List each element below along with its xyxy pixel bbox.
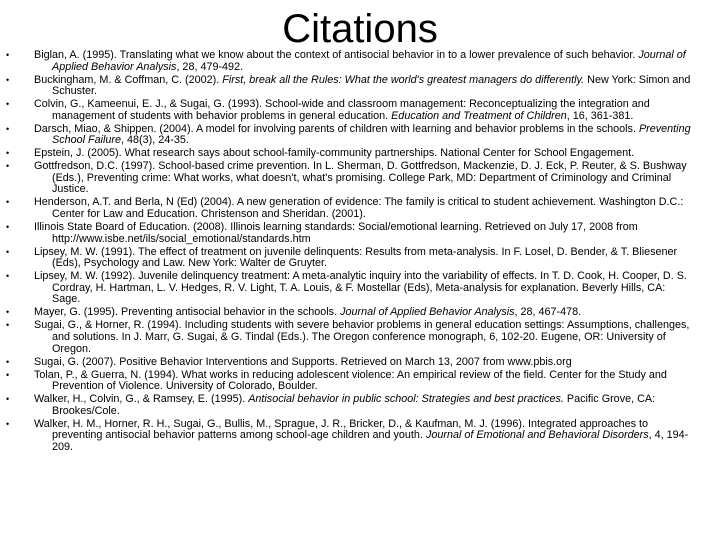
citation-text: Sugai, G. (2007). Positive Behavior Interventions and Supports. Retrieved on March 13, 2007 from www.pbis.org: [34, 355, 572, 368]
bullet-icon: •: [6, 222, 10, 233]
citation-item: [0, 307, 720, 319]
bullet-icon: •: [6, 356, 10, 367]
citation-text: Walker, H. M., Horner, R. H., Sugai, G., Bullis, M., Sprague, J. R., Bricker, D., & Kaufman, M. J. (1996). Integrated approaches to preventing antisocial behavior patterns among school-age children and youth.: [34, 417, 649, 442]
citation-text: Epstein, J. (2005). What research says about school-family-community partnerships. National Center for School Engagement.: [34, 147, 635, 160]
citation-text: Walker, H., Colvin, G., & Ramsey, E. (1995).: [34, 393, 249, 406]
citation-item: [0, 394, 720, 417]
citation-item: [0, 247, 720, 270]
citation-source-title: Journal of Applied Behavior Analysis: [52, 49, 686, 73]
citation-item: [0, 419, 720, 454]
citation-text: Illinois State Board of Education. (2008). Illinois learning standards: Social/emotional learning. Retrieved on July 17, 2008 from http://www.isbe.net/ils/social_emotional/standards.htm: [34, 221, 638, 245]
bullet-icon: •: [6, 123, 10, 134]
citation-source-title: First, break all the Rules: What the world's greatest managers do differently.: [222, 73, 585, 86]
citation-source-title: Journal of Applied Behavior Analysis: [340, 306, 515, 319]
bullet-icon: •: [6, 418, 10, 429]
citation-text: , 48(3), 24-35.: [121, 134, 189, 147]
citation-source-title: Journal of Emotional and Behavioral Disorders: [425, 429, 649, 442]
citation-text: Darsch, Miao, & Shippen. (2004). A model for involving parents of children with learning and behavior problems in the schools.: [34, 122, 639, 135]
citation-source-title: Antisocial behavior in public school: Strategies and best practices.: [248, 393, 564, 406]
citation-text: Colvin, G., Kameenui, E. J., & Sugai, G. (1993). School-wide and classroom management: Reconceptualizing the integration and management of students with behavior problems in general education.: [34, 98, 650, 122]
citation-item: [0, 370, 720, 393]
bullet-icon: •: [6, 271, 10, 282]
citation-item: [0, 357, 720, 369]
citation-item: [0, 197, 720, 220]
bullet-icon: •: [6, 197, 10, 208]
bullet-icon: •: [6, 320, 10, 331]
bullet-icon: •: [6, 99, 10, 110]
citation-text: , 28, 467-478.: [514, 306, 582, 319]
bullet-icon: •: [6, 307, 10, 318]
citation-text: Tolan, P., & Guerra, N. (1994). What works in reducing adolescent violence: An empirical review of the field. Center for the Study and Prevention of Violence. University of Colorado, Boulder.: [34, 368, 667, 393]
bullet-icon: •: [6, 369, 10, 380]
citation-source-title: Education and Treatment of Children: [391, 109, 567, 122]
citation-text: Lipsey, M. W. (1992). Juvenile delinquency treatment: A meta-analytic inquiry into the variability of effects. In T. D. Cook, H. Cooper, D. S. Cordray, H. Hartman, L. V. Hedges, R. V. Light, T. A. Louis, & F. Mostellar (Eds), Meta-analysis for explanation. Beverly Hills, CA: Sage.: [34, 270, 687, 306]
citation-text: Biglan, A. (1995). Translating what we know about the context of antisocial behavior in to a lower prevalence of such behavior.: [34, 49, 639, 61]
citation-text: Lipsey, M. W. (1991). The effect of treatment on juvenile delinquents: Results from meta-analysis. In F. Losel, D. Bender, & T. Bliesener (Eds), Psychology and Law. New York: Walter de Gruyter.: [34, 245, 678, 270]
citation-text: Gottfredson, D.C. (1997). School-based crime prevention. In L. Sherman, D. Gottfredson, Mackenzie, D. J. Eck, P. Reuter, & S. Bushway (Eds.), Preventing crime: What works, what doesn't, what's promising. College Park, MD: Department of Criminology and Criminal Justice.: [34, 160, 687, 196]
citation-item: [0, 320, 720, 355]
citation-text: Sugai, G., & Horner, R. (1994). Including students with severe behavior problems in general education settings: Assumptions, challenges, and solutions. In J. Marr, G. Sugai, & G. Tindal (Eds.). The Oregon conference monograph, 6, 102-20. Eugene, OR: University of Oregon.: [34, 319, 690, 355]
citation-text: New York: Simon and Schuster.: [52, 73, 691, 98]
bullet-icon: •: [6, 50, 10, 60]
citation-list: [0, 50, 720, 455]
citation-text: , 28, 479-492.: [176, 60, 244, 73]
citation-text: Mayer, G. (1995). Preventing antisocial behavior in the schools.: [34, 306, 341, 319]
citation-item: [0, 50, 720, 73]
citation-source-title: Preventing School Failure: [52, 122, 691, 147]
citation-item: [0, 75, 720, 98]
citation-item: [0, 222, 720, 245]
bullet-icon: •: [6, 74, 10, 85]
citation-text: Pacific Grove, CA: Brookes/Cole.: [52, 393, 656, 417]
page-title: Citations: [282, 7, 438, 51]
bullet-icon: •: [6, 161, 10, 172]
citation-item: [0, 148, 720, 160]
bullet-icon: •: [6, 394, 10, 405]
citation-text: Buckingham, M. & Coffman, C. (2002).: [34, 73, 223, 86]
citation-item: [0, 99, 720, 122]
bullet-icon: •: [6, 148, 10, 159]
citation-item: [0, 161, 720, 196]
bullet-icon: •: [6, 246, 10, 257]
citation-text: Henderson, A.T. and Berla, N (Ed) (2004). A new generation of evidence: The family is critical to student achievement. Washington D.C.: Center for Law and Education. Christenson and Sheridan. (2001).: [34, 196, 684, 221]
citation-text: , 16, 361-381.: [566, 109, 634, 122]
citation-item: [0, 124, 720, 147]
citation-text: , 4, 194-209.: [52, 429, 689, 453]
citation-item: [0, 271, 720, 306]
